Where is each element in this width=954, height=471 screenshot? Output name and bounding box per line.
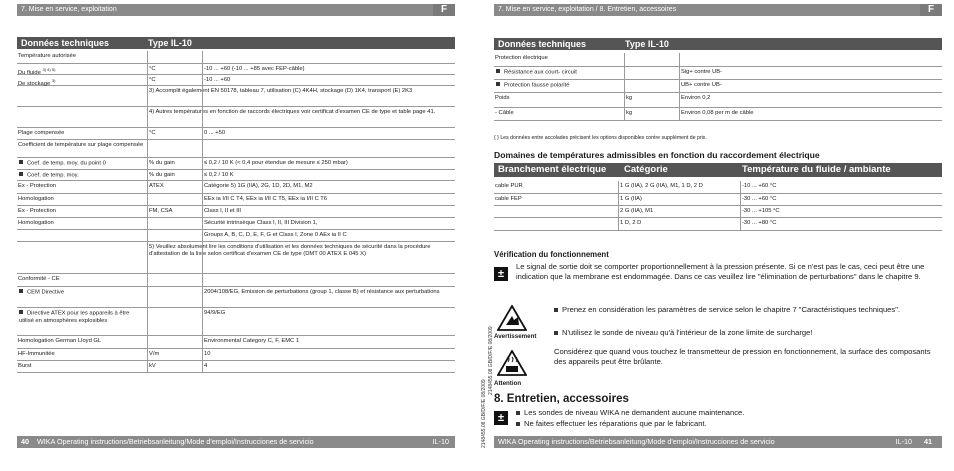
right-language-letter: F bbox=[920, 4, 942, 16]
temp-table-header bbox=[494, 163, 942, 177]
cell-value: Environ 0,2 bbox=[681, 95, 711, 101]
hot-surface-icon bbox=[497, 350, 527, 376]
table-row bbox=[17, 230, 455, 242]
table-row bbox=[17, 274, 455, 287]
side-document-code-2: 2148455.08 GB/D/F/E 08/2009 bbox=[488, 326, 494, 395]
cell-label: Température autorisée bbox=[18, 53, 76, 59]
column-divider bbox=[624, 53, 625, 121]
warning-triangle-icon bbox=[497, 305, 527, 331]
attention-label: Attention bbox=[494, 380, 522, 387]
cell-value: ≤ 0,2 / 10 K bbox=[204, 172, 234, 178]
verif-title: Vérification du fonctionnement bbox=[494, 250, 609, 259]
right-header-title: 7. Mise en service, exploitation / 8. Entretien, accessoires bbox=[498, 6, 677, 13]
left-page-number: 40 bbox=[21, 437, 29, 446]
cell-unit: kg bbox=[626, 95, 633, 101]
attention-text: Considérez que quand vous touchez le transmetteur de pression en fonctionnement, la surface des composants des appareils peut être brûlante. bbox=[554, 347, 931, 366]
right-page-number: 41 bbox=[924, 437, 932, 446]
temp-cell-a: cable FEP bbox=[495, 196, 522, 202]
table-row bbox=[17, 242, 455, 274]
cell-unit: kg bbox=[626, 110, 633, 116]
warning-item-1: Prenez en considération les paramètres de service selon le chapitre 7 "Caractéristiques techniques". bbox=[554, 305, 942, 315]
table-row bbox=[17, 170, 455, 181]
table-row bbox=[494, 93, 942, 108]
left-header-bar bbox=[17, 4, 455, 16]
cell-value: 2004/108/EG, Emission de perturbations (group 1, classe B) et résistance aux perturbations bbox=[204, 289, 440, 295]
table-row bbox=[17, 206, 455, 218]
left-footer-bar bbox=[17, 436, 455, 448]
cell-label: Homologation bbox=[18, 220, 54, 226]
cell-unit: °C bbox=[149, 77, 156, 83]
right-footer-text: WIKA Operating instructions/Betriebsanleitung/Mode d'emploi/Instrucciones de servicio bbox=[498, 437, 775, 446]
table-row bbox=[17, 107, 455, 128]
bullet-icon bbox=[19, 289, 23, 293]
column-divider bbox=[679, 53, 680, 121]
cell-value: ≤ 0,2 / 10 K (< 0,4 pour étendue de mesure ≤ 250 mbar) bbox=[204, 160, 348, 166]
cell-label: Protection électrique bbox=[495, 55, 548, 61]
temp-cell-a: cable PUR bbox=[495, 183, 523, 189]
cell-label: Conformité - CE bbox=[18, 276, 60, 282]
right-footer-bar bbox=[494, 436, 942, 448]
cell-value: UB+ contre UB- bbox=[681, 82, 722, 88]
temp-section-title: Domaines de températures admissibles en fonction du raccordement électrique bbox=[494, 150, 820, 160]
section-8-title: 8. Entretien, accessoires bbox=[494, 393, 629, 405]
cell-value: 3) Accomplit également EN 50178, tableau 7, utilisation (C) 4K4H, stockage (D) 1K4, transport (E) 2K3 bbox=[149, 88, 413, 94]
table-row bbox=[17, 336, 455, 349]
left-language-letter: F bbox=[433, 4, 455, 16]
cell-label: Résistance aux court- circuit bbox=[496, 69, 622, 77]
cell-value: -10 ... +60 bbox=[204, 77, 231, 83]
right-page bbox=[494, 0, 942, 471]
cell-value: 5) Veuillez absolument lire les conditions d'utilisation et les données techniques de sécurité dans la procédure d'attestation de la liste selon certificat d'examen CE de type (DMT 00 ATEX E 045 X) bbox=[149, 244, 431, 257]
cell-value: EEx ia I/II C T4, EEx ia I/II C T5, EEx ia I/II C T6 bbox=[204, 196, 328, 202]
maintenance-item-1: Les sondes de niveau WIKA ne demandent aucune maintenance. bbox=[516, 408, 744, 418]
cell-label: Ex - Protection bbox=[18, 208, 57, 214]
table-row bbox=[17, 86, 455, 107]
table-row bbox=[17, 64, 455, 75]
column-divider bbox=[740, 181, 741, 231]
cell-value: Sig+ contre UB- bbox=[681, 69, 723, 75]
temp-cell-c: -30 ... +80 °C bbox=[742, 220, 777, 226]
right-header-bar bbox=[494, 4, 942, 16]
cell-unit: °C bbox=[149, 130, 156, 136]
table-row bbox=[17, 308, 455, 336]
left-footer-model: IL-10 bbox=[432, 437, 449, 446]
info-icon: ± bbox=[494, 267, 508, 281]
cell-value: Class I, II et III bbox=[204, 208, 242, 214]
left-page bbox=[17, 0, 455, 471]
cell-value: Environmental Category C, F, EMC 1 bbox=[204, 338, 300, 344]
table-row bbox=[17, 287, 455, 308]
cell-label: Protection fausse polarité bbox=[496, 82, 622, 90]
cell-label: - Câble bbox=[495, 110, 514, 116]
cell-label: Homologation bbox=[18, 196, 54, 202]
table-row bbox=[17, 194, 455, 206]
cell-unit: FM, CSA bbox=[149, 208, 173, 214]
bullet-icon bbox=[19, 172, 23, 176]
temp-cell-b: 1 D, 2 D bbox=[620, 220, 642, 226]
table-row bbox=[17, 140, 455, 158]
temp-th-branch: Branchement électrique bbox=[498, 164, 607, 175]
price-note: { } Les données entre accolades précisent les options disponibles contre supplément de prix. bbox=[494, 135, 707, 141]
bullet-icon bbox=[516, 411, 520, 415]
table-row bbox=[17, 128, 455, 140]
maintenance-item-2: Ne faites effectuer les réparations que par le fabricant. bbox=[516, 419, 707, 429]
table-row bbox=[494, 108, 942, 121]
temp-th-temp: Température du fluide / ambiante bbox=[742, 164, 891, 175]
temp-row bbox=[494, 181, 942, 194]
cell-value: 4) Autres températures en fonction de raccords électriques voir certificat d'examen CE de type et table page 41. bbox=[149, 109, 436, 115]
left-header-title: 7. Mise en service, exploitation bbox=[21, 6, 117, 13]
left-th-data: Données techniques bbox=[21, 38, 110, 48]
table-row bbox=[494, 67, 942, 80]
cell-value: 10 bbox=[204, 351, 211, 357]
side-document-code: 2148455.08 GB/D/F/E 08/2009 bbox=[481, 379, 487, 448]
bullet-icon bbox=[516, 422, 520, 426]
table-row bbox=[17, 218, 455, 230]
column-divider bbox=[618, 181, 619, 231]
table-row bbox=[17, 349, 455, 361]
cell-unit: °C bbox=[149, 66, 156, 72]
temp-th-cat: Catégorie bbox=[624, 164, 668, 175]
temp-row bbox=[494, 206, 942, 218]
left-table-header bbox=[17, 37, 455, 49]
temp-row bbox=[494, 194, 942, 206]
info-icon-2: ± bbox=[494, 411, 508, 425]
right-th-data: Données techniques bbox=[498, 39, 587, 49]
temp-cell-b: 1 G (IIA), 2 G (IIA), M1, 1 D, 2 D bbox=[620, 183, 703, 189]
temp-cell-b: 1 G (IIA) bbox=[620, 196, 642, 202]
cell-label: Coefficient de température sur plage compensée bbox=[18, 142, 144, 148]
warning-item-2: N'utilisez le sonde de niveau qu'à l'intérieur de la zone limite de surcharge! bbox=[554, 328, 942, 338]
cell-value: Sécurité intrinsèque Class I, II, III Division 1, bbox=[204, 220, 318, 226]
left-footer-text: WIKA Operating instructions/Betriebsanleitung/Mode d'emploi/Instrucciones de servicio bbox=[37, 437, 314, 446]
cell-label: HF-Immunitée bbox=[18, 351, 55, 357]
verif-text: Le signal de sortie doit se comporter proportionnellement à la pression présente. Si ce n'est pas le cas, ceci peut être une indication que la membrane est endommagée. Dans ce cas veuillez lire "élimination de perturbations" dans le chapitre 9. bbox=[516, 262, 925, 281]
column-divider bbox=[202, 51, 203, 373]
bullet-icon bbox=[554, 331, 558, 335]
right-th-type: Type IL-10 bbox=[625, 39, 669, 49]
bullet-icon bbox=[19, 310, 23, 314]
cell-label: Ex - Protection bbox=[18, 183, 57, 189]
temp-row bbox=[494, 218, 942, 231]
cell-label: Coef. de temp. moy. bbox=[19, 172, 145, 180]
table-row bbox=[494, 53, 942, 67]
cell-value: 4 bbox=[204, 363, 208, 369]
table-row bbox=[17, 361, 455, 373]
cell-unit: % du gain bbox=[149, 172, 175, 178]
temp-cell-c: -30 ... +105 °C bbox=[742, 208, 780, 214]
bullet-icon bbox=[496, 69, 500, 73]
cell-value: 94/9/EG bbox=[204, 310, 226, 316]
bullet-icon bbox=[496, 82, 500, 86]
bullet-icon bbox=[554, 308, 558, 312]
cell-label: CEM Directive bbox=[19, 289, 145, 297]
cell-label: De stockage $^{3)}$ bbox=[18, 78, 56, 87]
cell-value: Groups A, B, C, D, E, F, G et Class I, Zone 0 AEx ia II C bbox=[204, 232, 347, 238]
temp-cell-b: 2 G (IIA), M1 bbox=[620, 208, 654, 214]
table-row bbox=[17, 51, 455, 64]
cell-label: Homologation German Lloyd GL bbox=[18, 338, 102, 344]
right-footer-model: IL-10 bbox=[895, 437, 912, 446]
cell-label: Plage compensée bbox=[18, 130, 65, 136]
cell-label: Directive ATEX pour les appareils à être utilisé en atmosphères explosibles bbox=[19, 310, 130, 324]
table-row bbox=[494, 80, 942, 93]
cell-label: Du fluide $^{3) 4) 5)}$ bbox=[18, 67, 56, 76]
cell-unit: % du gain bbox=[149, 160, 175, 166]
cell-label: Coef. de temp. moy. du point 0 bbox=[19, 160, 145, 168]
cell-value: Catégorie 5) 1G (IIA), 2G, 1D, 2D, M1, M2 bbox=[204, 183, 313, 189]
cell-unit: V/m bbox=[149, 351, 160, 357]
cell-unit: kV bbox=[149, 363, 156, 369]
table-row bbox=[17, 181, 455, 194]
cell-label: Poids bbox=[495, 95, 510, 101]
bullet-icon bbox=[19, 160, 23, 164]
cell-unit: ATEX bbox=[149, 183, 164, 189]
cell-value: Environ 0,08 per m de câble bbox=[681, 110, 754, 116]
cell-value: 0 ... +50 bbox=[204, 130, 226, 136]
cell-value: -10 ... +60 {-10 ... +85 avec FEP-câble} bbox=[204, 66, 305, 72]
table-row bbox=[17, 75, 455, 86]
cell-label: Burst bbox=[18, 363, 32, 369]
table-row bbox=[17, 158, 455, 170]
column-divider bbox=[147, 51, 148, 373]
warning-label: Avertissement bbox=[494, 333, 537, 340]
left-th-type: Type IL-10 bbox=[148, 38, 192, 48]
right-table-header bbox=[494, 38, 942, 50]
temp-cell-c: -10 ... +60 °C bbox=[742, 183, 777, 189]
temp-cell-c: -30 ... +60 °C bbox=[742, 196, 777, 202]
